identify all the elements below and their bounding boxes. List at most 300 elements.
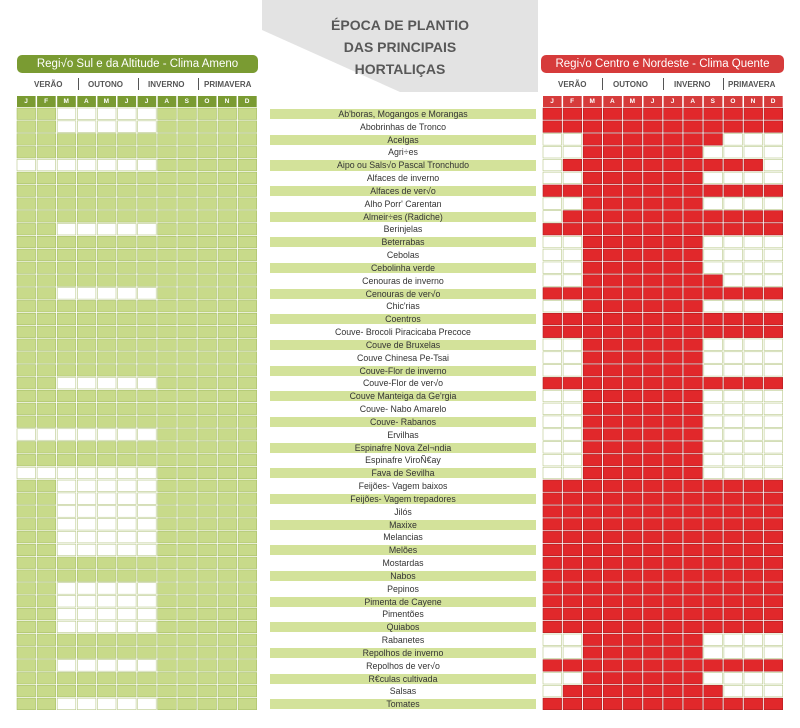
left-planting-cell — [118, 673, 137, 685]
right-calendar-grid — [543, 96, 783, 710]
left-planting-cell — [218, 236, 237, 248]
right-planting-cell — [563, 647, 582, 659]
right-month-label: F — [570, 98, 575, 105]
right-planting-cell — [704, 583, 723, 595]
right-planting-cell — [744, 326, 763, 338]
right-planting-cell — [764, 673, 783, 685]
left-planting-cell — [37, 685, 56, 697]
right-planting-cell — [664, 519, 683, 531]
right-planting-cell — [664, 146, 683, 158]
left-planting-cell — [178, 108, 197, 120]
right-planting-cell — [603, 288, 622, 300]
right-planting-cell — [724, 198, 743, 210]
vegetable-name: Repolhos de ver√o — [366, 660, 440, 671]
left-planting-cell — [158, 454, 177, 466]
left-planting-cell — [238, 121, 257, 133]
left-planting-cell — [178, 634, 197, 646]
right-planting-cell — [684, 698, 703, 710]
right-planting-cell — [724, 300, 743, 312]
left-planting-cell — [218, 121, 237, 133]
right-planting-cell — [583, 570, 602, 582]
right-planting-cell — [583, 467, 602, 479]
left-planting-cell — [17, 249, 36, 261]
right-planting-cell — [664, 300, 683, 312]
right-planting-cell — [583, 429, 602, 441]
right-month-label: N — [750, 98, 756, 105]
left-planting-cell — [138, 262, 157, 274]
left-planting-cell — [218, 570, 237, 582]
left-planting-cell — [57, 313, 76, 325]
right-planting-cell — [704, 365, 723, 377]
right-planting-cell — [583, 108, 602, 120]
right-planting-cell — [744, 429, 763, 441]
left-planting-cell — [158, 429, 177, 441]
right-planting-cell — [724, 313, 743, 325]
left-planting-cell — [178, 544, 197, 556]
right-planting-cell — [744, 313, 763, 325]
vegetable-name: Ervilhas — [387, 429, 419, 440]
right-planting-cell — [543, 531, 562, 543]
right-planting-cell — [603, 685, 622, 697]
right-planting-cell — [603, 519, 622, 531]
right-planting-cell — [764, 288, 783, 300]
right-planting-cell — [623, 326, 642, 338]
left-planting-cell — [238, 377, 257, 389]
left-planting-cell — [238, 300, 257, 312]
right-planting-cell — [704, 377, 723, 389]
left-planting-cell — [198, 236, 217, 248]
right-planting-cell — [603, 673, 622, 685]
right-planting-cell — [583, 275, 602, 287]
right-planting-cell — [644, 467, 663, 479]
left-planting-cell — [198, 198, 217, 210]
left-planting-cell — [77, 416, 96, 428]
right-planting-cell — [684, 467, 703, 479]
left-planting-cell — [178, 506, 197, 517]
right-planting-cell — [623, 159, 642, 171]
left-planting-cell — [218, 608, 237, 620]
left-planting-cell — [138, 698, 157, 710]
left-planting-cell — [158, 519, 177, 531]
right-planting-cell — [704, 326, 723, 338]
right-planting-cell — [684, 673, 703, 685]
left-planting-cell — [238, 557, 257, 569]
right-planting-cell — [603, 339, 622, 351]
right-planting-cell — [764, 377, 783, 389]
right-planting-cell — [563, 377, 582, 389]
left-planting-cell — [138, 647, 157, 659]
right-planting-cell — [704, 416, 723, 428]
right-planting-cell — [603, 454, 622, 466]
right-planting-cell — [764, 685, 783, 697]
left-planting-cell — [118, 249, 137, 261]
vegetable-name: Pepinos — [387, 583, 419, 594]
right-planting-cell — [583, 544, 602, 556]
right-planting-cell — [644, 288, 663, 300]
left-planting-cell — [158, 146, 177, 158]
left-planting-cell — [238, 467, 257, 479]
right-planting-cell — [684, 275, 703, 287]
left-planting-cell — [158, 313, 177, 325]
right-planting-cell — [623, 365, 642, 377]
right-planting-cell — [664, 583, 683, 595]
right-planting-cell — [724, 108, 743, 120]
left-planting-cell — [138, 557, 157, 569]
left-planting-cell — [17, 185, 36, 197]
left-planting-cell — [218, 365, 237, 377]
left-planting-cell — [178, 442, 197, 454]
right-planting-cell — [724, 583, 743, 595]
right-planting-cell — [543, 377, 562, 389]
left-planting-cell — [238, 480, 257, 492]
left-planting-cell — [198, 108, 217, 120]
right-planting-cell — [704, 698, 723, 710]
right-planting-cell — [724, 467, 743, 479]
right-planting-cell — [764, 223, 783, 235]
left-planting-cell — [178, 339, 197, 351]
right-planting-cell — [644, 326, 663, 338]
left-planting-cell — [178, 121, 197, 133]
left-planting-cell — [138, 198, 157, 210]
left-planting-cell — [198, 467, 217, 479]
right-planting-cell — [684, 685, 703, 697]
right-planting-cell — [764, 198, 783, 210]
left-planting-cell — [118, 326, 137, 338]
right-planting-cell — [684, 108, 703, 120]
right-planting-cell — [744, 403, 763, 415]
left-planting-cell — [218, 660, 237, 672]
left-planting-cell — [57, 621, 76, 633]
left-planting-cell — [218, 352, 237, 364]
left-planting-cell — [238, 519, 257, 531]
left-planting-cell — [17, 583, 36, 595]
right-planting-cell — [764, 608, 783, 620]
left-planting-cell — [37, 223, 56, 235]
right-planting-cell — [563, 313, 582, 325]
left-planting-cell — [198, 121, 217, 133]
right-planting-cell — [623, 698, 642, 710]
right-planting-cell — [744, 211, 763, 223]
left-planting-cell — [218, 416, 237, 428]
right-planting-cell — [644, 146, 663, 158]
right-planting-cell — [603, 557, 622, 569]
right-planting-cell — [623, 647, 642, 659]
right-planting-cell — [644, 673, 663, 685]
right-planting-cell — [603, 416, 622, 428]
left-planting-cell — [37, 493, 56, 505]
left-planting-cell — [97, 262, 116, 274]
right-planting-cell — [764, 531, 783, 543]
left-planting-cell — [97, 223, 116, 235]
right-planting-cell — [644, 300, 663, 312]
left-planting-cell — [97, 198, 116, 210]
left-planting-cell — [97, 249, 116, 261]
vegetable-name: Tomates — [270, 699, 536, 709]
left-planting-cell — [77, 121, 96, 133]
left-planting-cell — [97, 570, 116, 582]
right-planting-cell — [684, 583, 703, 595]
right-planting-cell — [583, 673, 602, 685]
right-planting-cell — [684, 544, 703, 556]
left-planting-cell — [57, 211, 76, 223]
left-planting-cell — [97, 159, 116, 171]
right-planting-cell — [623, 634, 642, 646]
right-planting-cell — [684, 454, 703, 466]
left-planting-cell — [158, 480, 177, 492]
right-planting-cell — [623, 660, 642, 672]
left-planting-cell — [178, 223, 197, 235]
right-planting-cell — [744, 608, 763, 620]
right-planting-cell — [744, 390, 763, 402]
left-planting-cell — [198, 480, 217, 492]
left-planting-cell — [97, 108, 116, 120]
right-planting-cell — [583, 172, 602, 184]
right-planting-cell — [644, 621, 663, 633]
right-planting-cell — [744, 583, 763, 595]
right-planting-cell — [684, 121, 703, 133]
left-planting-cell — [97, 377, 116, 389]
right-planting-cell — [724, 262, 743, 274]
right-planting-cell — [744, 377, 763, 389]
right-planting-cell — [744, 146, 763, 158]
left-planting-cell — [198, 442, 217, 454]
right-planting-cell — [684, 146, 703, 158]
left-planting-cell — [138, 467, 157, 479]
right-planting-cell — [704, 467, 723, 479]
right-planting-cell — [664, 211, 683, 223]
right-planting-cell — [543, 121, 562, 133]
right-planting-cell — [543, 570, 562, 582]
left-planting-cell — [118, 557, 137, 569]
vegetable-name: Alfaces de inverno — [366, 173, 440, 184]
right-planting-cell — [563, 634, 582, 646]
left-planting-cell — [198, 685, 217, 697]
right-planting-cell — [623, 493, 642, 505]
right-planting-cell — [684, 198, 703, 210]
left-planting-cell — [138, 429, 157, 441]
right-planting-cell — [664, 172, 683, 184]
left-planting-cell — [178, 300, 197, 312]
left-planting-cell — [118, 519, 137, 531]
left-planting-cell — [77, 442, 96, 454]
right-planting-cell — [623, 685, 642, 697]
vegetable-name: Jilós — [394, 506, 412, 517]
right-planting-cell — [623, 390, 642, 402]
right-planting-cell — [664, 339, 683, 351]
right-planting-cell — [764, 647, 783, 659]
left-planting-cell — [218, 249, 237, 261]
right-planting-cell — [744, 442, 763, 454]
right-planting-cell — [583, 146, 602, 158]
left-planting-cell — [218, 403, 237, 415]
left-planting-cell — [37, 146, 56, 158]
right-planting-cell — [724, 442, 743, 454]
right-planting-cell — [583, 608, 602, 620]
right-planting-cell — [704, 352, 723, 364]
left-planting-cell — [238, 403, 257, 415]
right-planting-cell — [684, 442, 703, 454]
left-planting-cell — [57, 570, 76, 582]
right-planting-cell — [623, 339, 642, 351]
right-planting-cell — [664, 134, 683, 146]
right-planting-cell — [724, 249, 743, 261]
right-planting-cell — [563, 583, 582, 595]
right-planting-cell — [583, 236, 602, 248]
left-planting-cell — [57, 403, 76, 415]
left-planting-cell — [57, 275, 76, 287]
right-planting-cell — [563, 288, 582, 300]
right-planting-cell — [724, 339, 743, 351]
right-planting-cell — [764, 442, 783, 454]
right-planting-cell — [644, 390, 663, 402]
left-planting-cell — [97, 480, 116, 492]
right-planting-cell — [603, 326, 622, 338]
left-planting-cell — [17, 506, 36, 517]
left-planting-cell — [138, 108, 157, 120]
right-planting-cell — [704, 390, 723, 402]
left-planting-cell — [17, 365, 36, 377]
left-planting-cell — [57, 608, 76, 620]
left-planting-cell — [158, 660, 177, 672]
right-planting-cell — [603, 108, 622, 120]
vegetable-name: Alho Porr' Carentan — [364, 198, 442, 209]
left-planting-cell — [57, 557, 76, 569]
left-planting-cell — [17, 531, 36, 543]
right-planting-cell — [704, 557, 723, 569]
left-month-label: S — [184, 98, 189, 105]
left-planting-cell — [198, 634, 217, 646]
right-planting-cell — [724, 326, 743, 338]
left-planting-cell — [198, 660, 217, 672]
right-planting-cell — [623, 352, 642, 364]
left-planting-cell — [57, 121, 76, 133]
left-planting-cell — [57, 634, 76, 646]
right-planting-cell — [563, 519, 582, 531]
right-planting-cell — [623, 673, 642, 685]
right-planting-cell — [664, 480, 683, 492]
right-planting-cell — [543, 429, 562, 441]
left-planting-cell — [57, 429, 76, 441]
right-planting-cell — [744, 172, 763, 184]
right-planting-cell — [664, 236, 683, 248]
right-planting-cell — [724, 416, 743, 428]
vegetable-name: Cebolinha verde — [270, 263, 536, 273]
right-planting-cell — [764, 570, 783, 582]
left-planting-cell — [118, 454, 137, 466]
right-planting-cell — [724, 185, 743, 197]
left-planting-cell — [77, 313, 96, 325]
right-planting-cell — [644, 108, 663, 120]
right-planting-cell — [603, 377, 622, 389]
left-season-divider — [138, 78, 139, 90]
right-planting-cell — [603, 275, 622, 287]
left-planting-cell — [158, 403, 177, 415]
left-planting-cell — [118, 647, 137, 659]
left-planting-cell — [198, 429, 217, 441]
right-planting-cell — [563, 698, 582, 710]
left-planting-cell — [37, 262, 56, 274]
right-planting-cell — [704, 506, 723, 517]
left-planting-cell — [17, 608, 36, 620]
right-planting-cell — [623, 583, 642, 595]
left-season-winter: INVERNO — [148, 80, 185, 89]
left-planting-cell — [158, 467, 177, 479]
left-planting-cell — [97, 673, 116, 685]
left-planting-cell — [118, 313, 137, 325]
right-planting-cell — [623, 557, 642, 569]
left-planting-cell — [57, 442, 76, 454]
right-planting-cell — [724, 429, 743, 441]
right-planting-cell — [603, 262, 622, 274]
right-planting-cell — [644, 647, 663, 659]
left-planting-cell — [178, 146, 197, 158]
right-planting-cell — [764, 313, 783, 325]
right-planting-cell — [583, 313, 602, 325]
right-planting-cell — [664, 416, 683, 428]
right-planting-cell — [543, 313, 562, 325]
left-planting-cell — [77, 172, 96, 184]
left-planting-cell — [37, 313, 56, 325]
left-planting-cell — [158, 326, 177, 338]
left-planting-cell — [198, 185, 217, 197]
left-planting-cell — [17, 172, 36, 184]
left-planting-cell — [17, 223, 36, 235]
left-planting-cell — [158, 262, 177, 274]
right-planting-cell — [664, 223, 683, 235]
left-planting-cell — [238, 223, 257, 235]
left-planting-cell — [17, 416, 36, 428]
right-planting-cell — [724, 673, 743, 685]
right-planting-cell — [644, 442, 663, 454]
right-planting-cell — [684, 660, 703, 672]
left-planting-cell — [238, 108, 257, 120]
right-planting-cell — [764, 365, 783, 377]
right-planting-cell — [744, 467, 763, 479]
left-planting-cell — [57, 198, 76, 210]
left-planting-cell — [238, 544, 257, 556]
right-planting-cell — [664, 159, 683, 171]
left-planting-cell — [17, 429, 36, 441]
right-planting-cell — [563, 326, 582, 338]
right-planting-cell — [543, 557, 562, 569]
left-planting-cell — [77, 673, 96, 685]
left-planting-cell — [138, 570, 157, 582]
left-planting-cell — [37, 429, 56, 441]
right-planting-cell — [684, 172, 703, 184]
right-planting-cell — [644, 352, 663, 364]
right-planting-cell — [583, 403, 602, 415]
right-planting-cell — [563, 493, 582, 505]
right-planting-cell — [603, 134, 622, 146]
left-planting-cell — [57, 416, 76, 428]
left-planting-cell — [97, 339, 116, 351]
right-month-label: A — [690, 98, 696, 105]
left-planting-cell — [118, 480, 137, 492]
left-planting-cell — [138, 519, 157, 531]
left-planting-cell — [198, 172, 217, 184]
right-planting-cell — [744, 339, 763, 351]
vegetable-name: Espinafre Nova Zel¬ndia — [270, 443, 536, 453]
right-planting-cell — [684, 608, 703, 620]
right-planting-cell — [724, 352, 743, 364]
left-planting-cell — [198, 211, 217, 223]
left-planting-cell — [57, 134, 76, 146]
vegetable-name: Quiabos — [270, 622, 536, 632]
left-planting-cell — [178, 608, 197, 620]
right-planting-cell — [603, 570, 622, 582]
right-planting-cell — [704, 249, 723, 261]
left-planting-cell — [37, 108, 56, 120]
